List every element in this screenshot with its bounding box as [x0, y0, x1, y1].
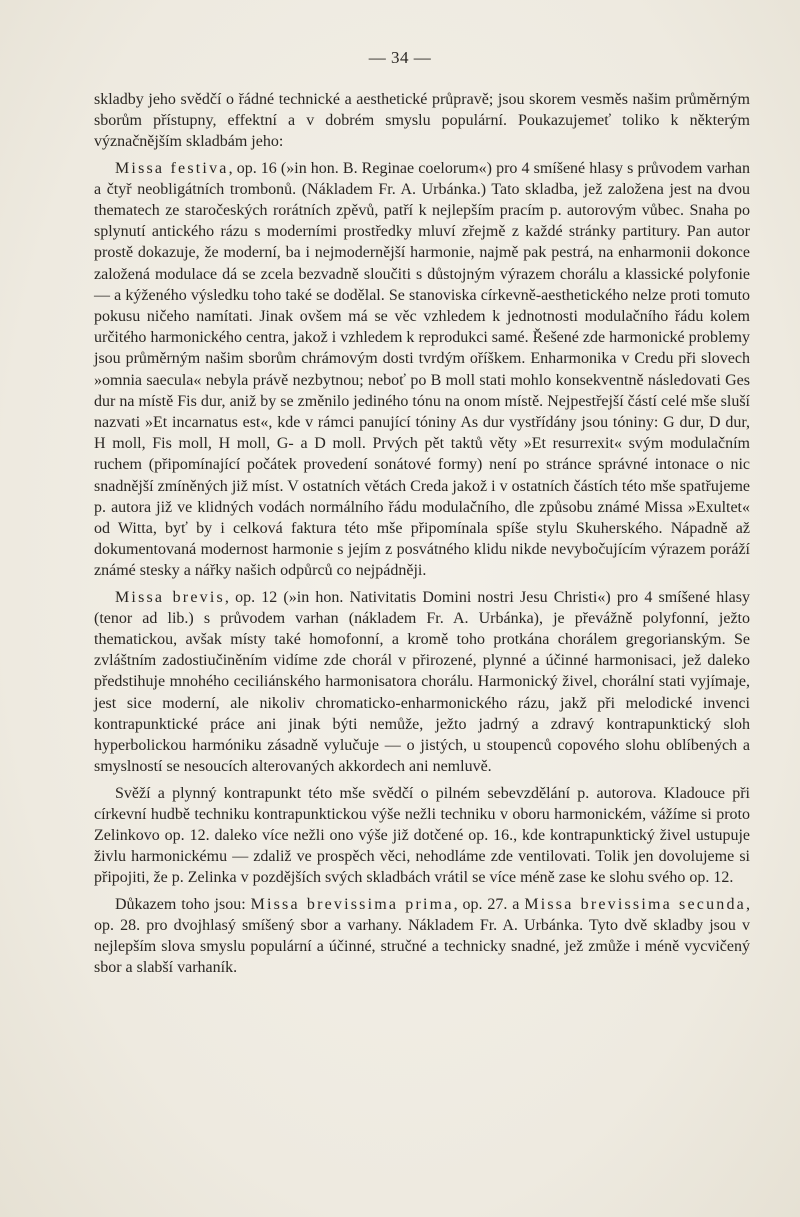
paragraph-text: , op. 12 (»in hon. Nativitatis Domini nostri Jesu Christi«) pro 4 smíšené hlasy (tenor ad lib.) s průvodem varhan (nákladem Fr. A. Urbánka), je převážně polyfonní, ježto thematickou, avšak místy také homofonní, a kromě toho protkána chorálem gregorianským. Se zvláštním zadostiučiněním vidíme zde chorál v přirozené, plynné a účinné harmonisaci, jež daleko předstihuje mnohého ceciliánského harmonisatora chorálu. Harmonický živel, chorální stati vyjímaje, jest sice moderní, ale nikoliv chromaticko-enharmonického rázu, jakž při melodické invenci kontrapunktické práce ani jinak býti nemůže, ježto jadrný a zdravý kontrapunktický sloh hyperbolickou harmóniku zásadně vylučuje — o jistých, u stoupenců copového slohu oblíbených a smyslností se nesoucích alterovaných akkordech ani nemluvě.: [94, 588, 750, 776]
work-title-missa-festiva: Missa festiva: [115, 159, 229, 177]
page-number: — 34 —: [368, 48, 432, 67]
work-title-missa-brevissima-prima: Missa brevissima prima: [250, 895, 454, 913]
paragraph-text: , op. 27. a: [453, 895, 525, 913]
paragraph-svezi: [94, 783, 750, 889]
work-title-missa-brevis: Missa brevis: [115, 588, 225, 606]
paragraph-text: , op. 28. pro dvojhlasý smíšený sbor a varhany. Nákladem Fr. A. Urbánka. Tyto dvě skladby jsou v nejlepším slova smyslu populární a účinné, stručné a technicky snadné, jež zmůže i méně vycvičený sbor a slabší varhaník.: [94, 895, 750, 977]
paragraph-text: skladby jeho svědčí o řádné technické a aesthetické průpravě; jsou skorem vesměs našim průměrným sborům přístupny, effektní a v dobrém smyslu populární. Poukazujemeť toliko k některým význačnějším skladbám jeho:: [94, 91, 750, 151]
paragraph-missa-brevis: [94, 587, 750, 778]
body-text: [94, 89, 750, 978]
paragraph-text: Svěží a plynný kontrapunkt této mše svědčí o pilném sebevzdělání p. autorova. Kladouce při církevní hudbě techniku kontrapunktickou výše nežli techniku v oboru harmonickém, vážíme si proto Zelinkovo op. 12. daleko více nežli ono výše již dotčené op. 16., kde kontrapunktický živel ustupuje živlu harmonickému — zdaliž ve prospěch věci, nehodláme zde ventilovati. Tolik jen dovolujeme si připojiti, že p. Zelinka v pozdějších svých skladbách vrátil se více méně zase ke slohu svého op. 12.: [94, 784, 750, 887]
paragraph-missa-festiva: [94, 158, 750, 582]
paragraph-dukazem: [94, 894, 750, 979]
work-title-missa-brevissima-secunda: Missa brevissima secunda: [524, 895, 746, 913]
paragraph-text: Důkazem toho jsou:: [115, 895, 251, 913]
paragraph-intro: [94, 89, 750, 153]
paragraph-text: , op. 16 (»in hon. B. Reginae coelorum«) pro 4 smíšené hlasy s průvodem varhan a čtyř neobligátních trombonů. (Nákladem Fr. A. Urbánka.) Tato skladba, jež založena jest na dvou thematech ze staročeských rorátních zpěvů, patří k nejlepším pracím p. autorovým vůbec. Snaha po splynutí antického rázu s moderními prostředky mluví zřejmě z každé stránky partitury. Pan autor prostě dokazuje, že moderní, ba i nejmodernější harmonie, najmě pak pestrá, na enharmonii dokonce založená modulace dá se zcela bezvadně sloučiti s důstojným výrazem chorálu a klassické polyfonie — a kýženého výsledku toho také se dodělal. Se stanoviska církevně-aesthetického nelze proti tomuto pokusu ničeho namítati. Jinak ovšem má se věc vzhledem k jednotnosti modulačního řádu kolem určitého harmonického centra, jakož i vzhledem k reprodukci samé. Řešené zde harmonické problemy jsou průměrným našim sborům chrámovým dosti tvrdým oříškem. Enharmonika v Credu při slovech »omnia saecula« nebyla právě nezbytnou; neboť po B moll stati mohlo konsekventně následovati Ges dur na místě Fis dur, aniž by se změnilo jediného tónu na onom místě. Nejpestřejší částí celé mše sluší nazvati »Et incarnatus est«, kde v rámci panující tóniny As dur vystřídány jsou tóniny: G dur, D dur, H moll, Fis moll, H moll, G- a D moll. Prvých pět taktů věty »Et resurrexit« svým modulačním ruchem (připomínající počátek provedení sonátové formy) není po stránce správné intonace o nic snadnější zmíněných již míst. V ostatních větách Creda jakož i v ostatních částích této mše spatřujeme p. autora již ve klidných vodách normálního řádu modulačního, dle způsobu známé Missa »Exultet« od Witta, byť by i celková faktura této mše připomínala spíše stylu Skuherského. Nápadně až dokumentovaná modernost harmonie s jejím z posvátného klidu nikde nevybočujícím výrazem poráží známé stesky a nářky našich odpůrců co nejpádněji.: [94, 159, 750, 580]
